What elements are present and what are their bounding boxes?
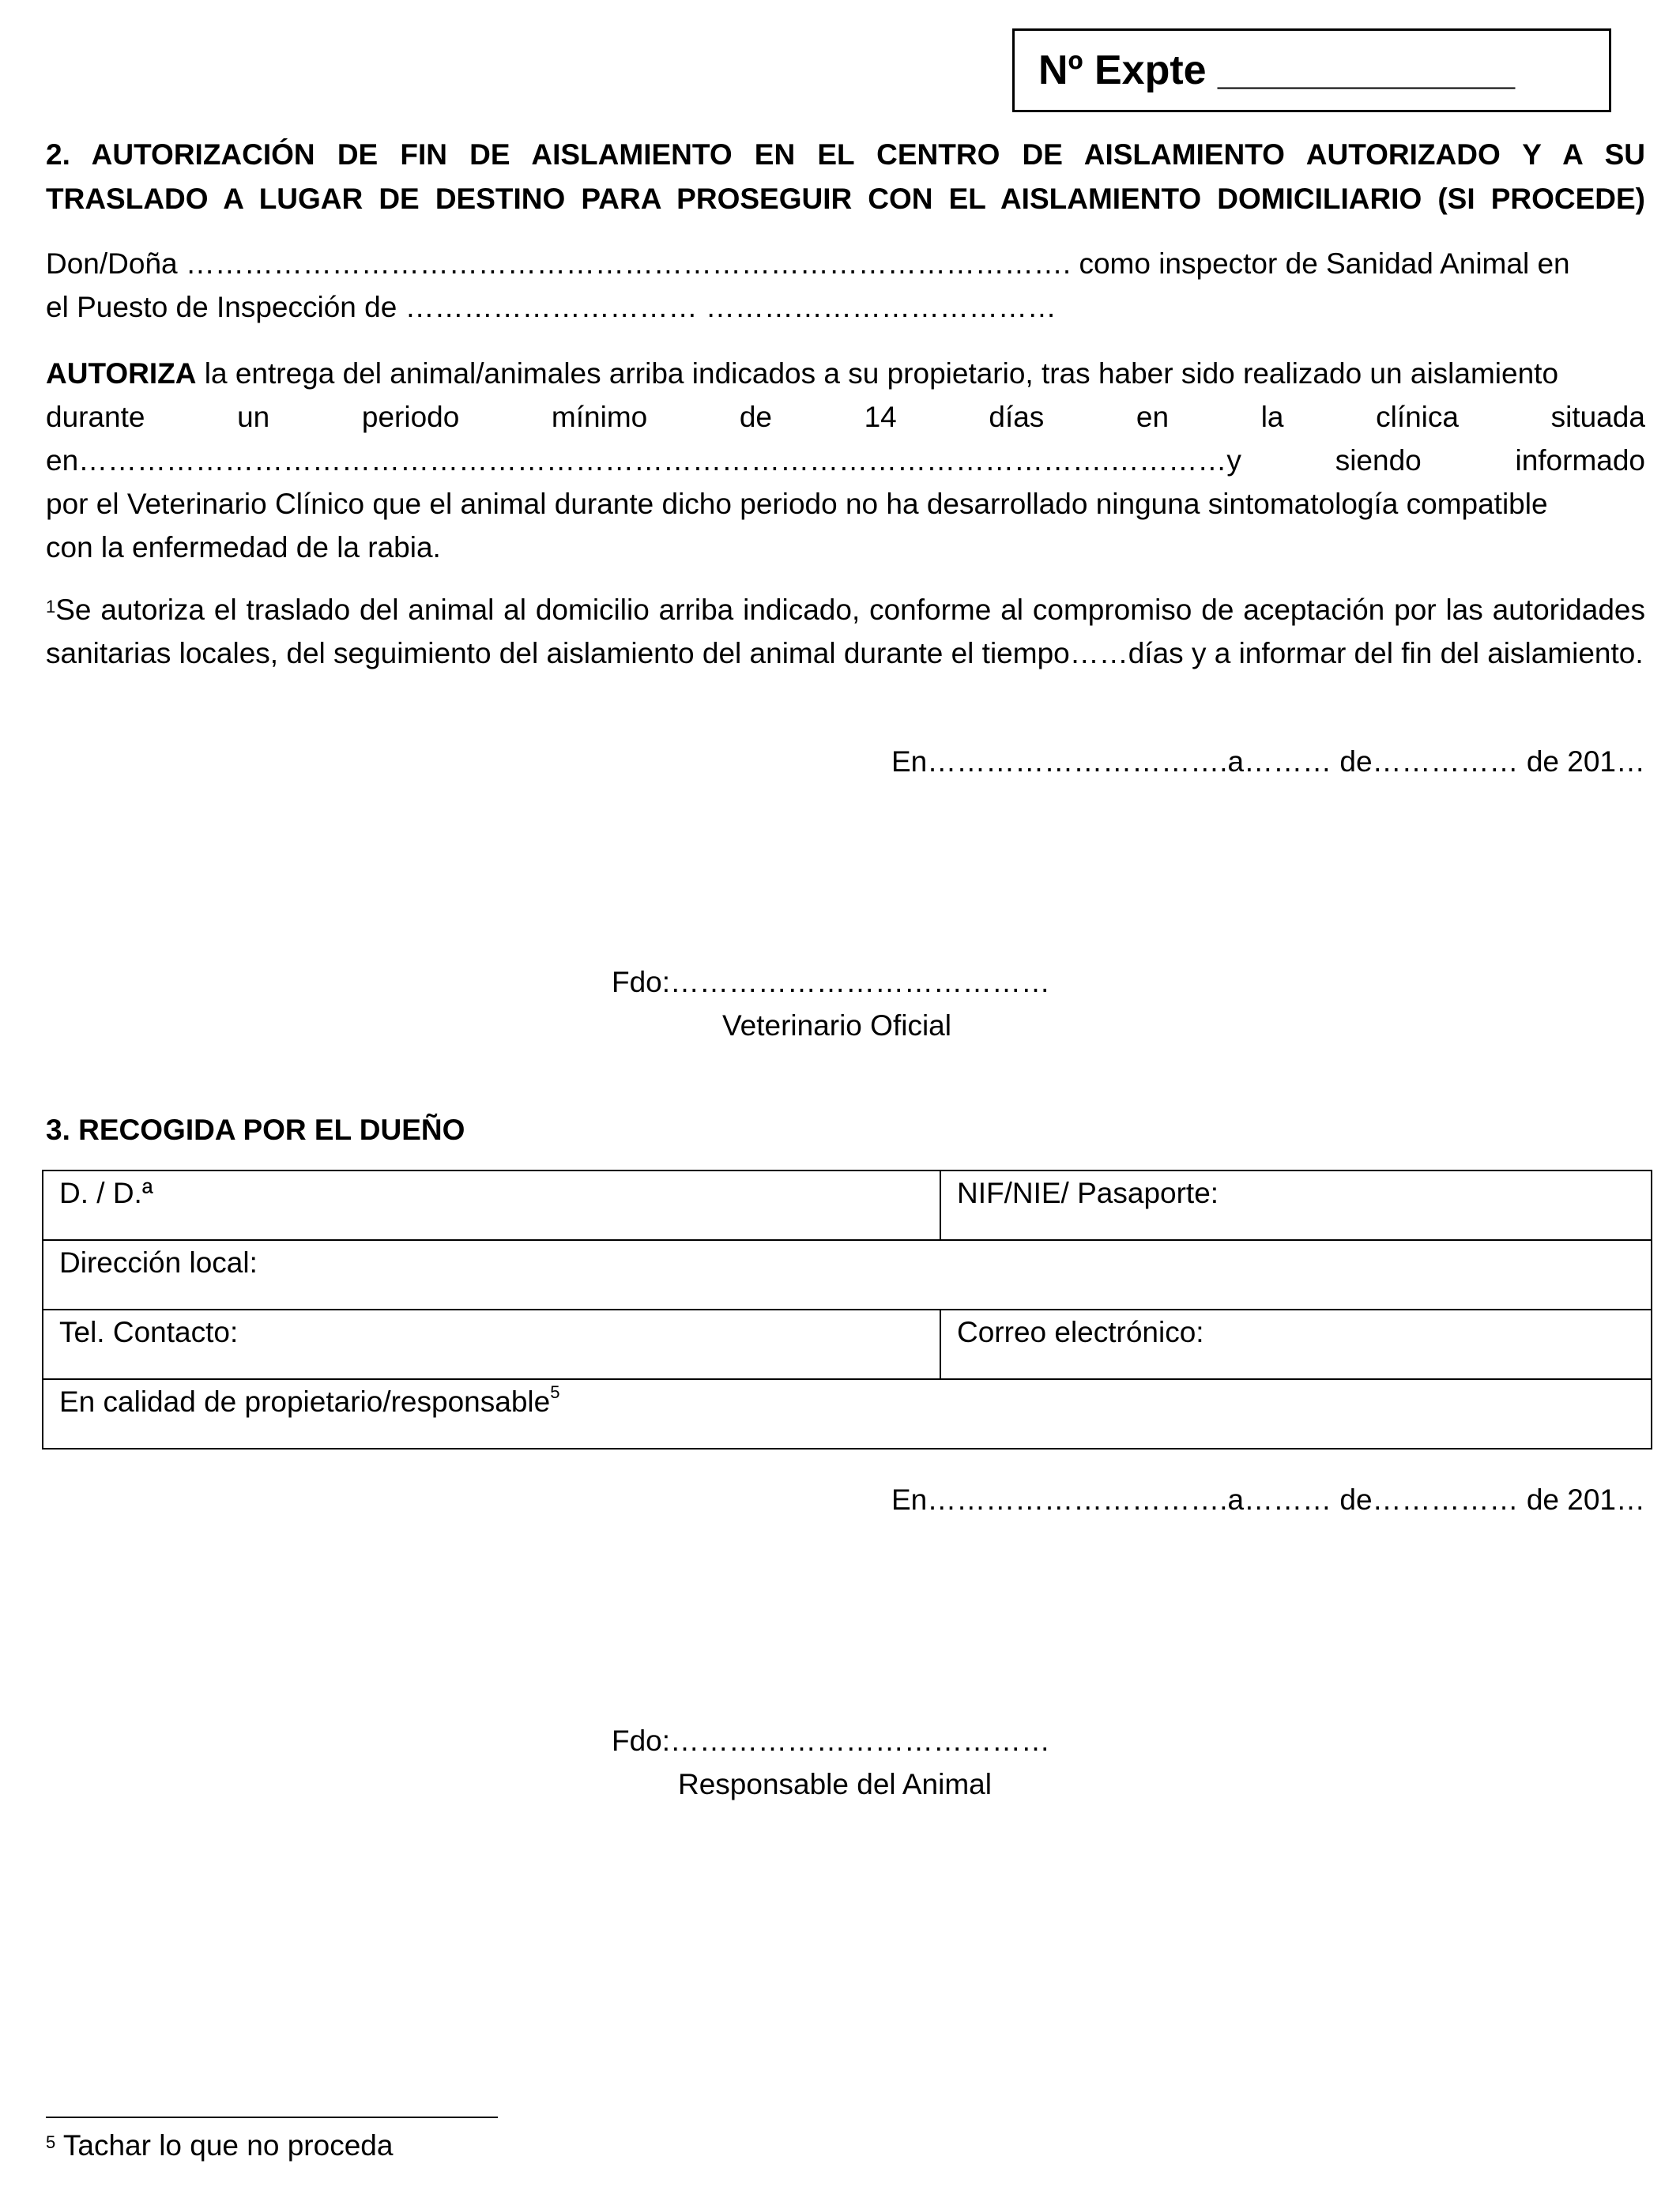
- expediente-number-box: Nº Expte _____________: [1012, 28, 1611, 112]
- owner-details-table: [42, 1170, 1652, 1449]
- address-label: Dirección local:: [59, 1246, 258, 1279]
- table-row: [43, 1310, 1652, 1379]
- word: durante: [46, 401, 145, 433]
- autoriza-line3: [46, 439, 1645, 482]
- section2-signature-line: Fdo:…………………………………: [612, 966, 1051, 998]
- word: informado: [1515, 444, 1645, 477]
- capacity-label: En calidad de propietario/responsable: [59, 1385, 551, 1418]
- email-field[interactable]: [940, 1310, 1652, 1379]
- footnote: [46, 2126, 393, 2166]
- name-field[interactable]: [43, 1171, 940, 1240]
- word: situada: [1550, 401, 1645, 433]
- phone-label: Tel. Contacto:: [59, 1316, 239, 1348]
- section2-date-line: En………………………….a……… de…………… de 201…: [891, 745, 1645, 778]
- phone-field[interactable]: [43, 1310, 940, 1379]
- section3-signature-line: Fdo:…………………………………: [612, 1725, 1051, 1757]
- inspector-line2: el Puesto de Inspección de ………………………… ………………………………: [46, 291, 1057, 323]
- autoriza-line1: [46, 352, 1645, 395]
- autoriza-line5: con la enfermedad de la rabia.: [46, 531, 441, 564]
- word: un: [237, 401, 270, 433]
- name-label: D. / D.ª: [59, 1177, 153, 1209]
- footnote-ref: 1: [46, 597, 56, 616]
- table-row: [43, 1240, 1652, 1310]
- section3-date-line: En………………………….a……… de…………… de 201…: [891, 1483, 1645, 1516]
- capacity-field[interactable]: [43, 1379, 1652, 1449]
- autoriza-line4: por el Veterinario Clínico que el animal durante dicho periodo no ha desarrollado ninguna sintomatología compatible: [46, 488, 1548, 520]
- email-label: Correo electrónico:: [957, 1316, 1204, 1348]
- table-row: [43, 1379, 1652, 1449]
- footnote-ref: 5: [550, 1382, 560, 1402]
- autoriza-keyword: AUTORIZA: [46, 357, 197, 390]
- table-row: [43, 1171, 1652, 1240]
- word: de: [739, 401, 772, 433]
- word: 14: [864, 401, 897, 433]
- word: días: [989, 401, 1045, 433]
- word: la: [1260, 401, 1284, 433]
- word: en: [1136, 401, 1170, 433]
- section2-title-line2: TRASLADO A LUGAR DE DESTINO PARA PROSEGUIR CON EL AISLAMIENTO DOMICILIARIO (SI PROCEDE): [46, 183, 1645, 215]
- footnote-divider: [46, 2117, 498, 2118]
- section3-title: 3. RECOGIDA POR EL DUEÑO: [46, 1114, 465, 1146]
- id-field[interactable]: [940, 1171, 1652, 1240]
- id-label: NIF/NIE/ Pasaporte:: [957, 1177, 1219, 1209]
- address-field[interactable]: [43, 1240, 1652, 1310]
- traslado-paragraph: [46, 588, 1645, 675]
- word: periodo: [361, 401, 460, 433]
- word: clínica: [1376, 401, 1459, 433]
- section3-signature-role: Responsable del Animal: [678, 1768, 992, 1800]
- word: mínimo: [551, 401, 648, 433]
- autoriza-line1-text: la entrega del animal/animales arriba indicados a su propietario, tras haber sido realizado un aislamiento: [196, 357, 1559, 390]
- section2-title-line1: 2. AUTORIZACIÓN DE FIN DE AISLAMIENTO EN EL CENTRO DE AISLAMIENTO AUTORIZADO Y A SU: [46, 138, 1645, 171]
- word: en…………………………………………………………………………………………….…………y: [46, 444, 1241, 477]
- word: siendo: [1335, 444, 1422, 477]
- autoriza-line2: [46, 395, 1645, 439]
- footnote-text: Tachar lo que no proceda: [55, 2129, 394, 2162]
- traslado-text: Se autoriza el traslado del animal al domicilio arriba indicado, conforme al compromiso de aceptación por las autoridades sanitarias locales, del seguimiento del aislamiento del animal durante el tiempo……días y a informar del fin del aislamiento.: [46, 594, 1645, 669]
- section2-signature-role: Veterinario Oficial: [722, 1009, 951, 1042]
- inspector-line1: Don/Doña ………………………………………………………………………………. como inspector de Sanidad Animal en: [46, 247, 1570, 280]
- footnote-number: 5: [46, 2132, 56, 2152]
